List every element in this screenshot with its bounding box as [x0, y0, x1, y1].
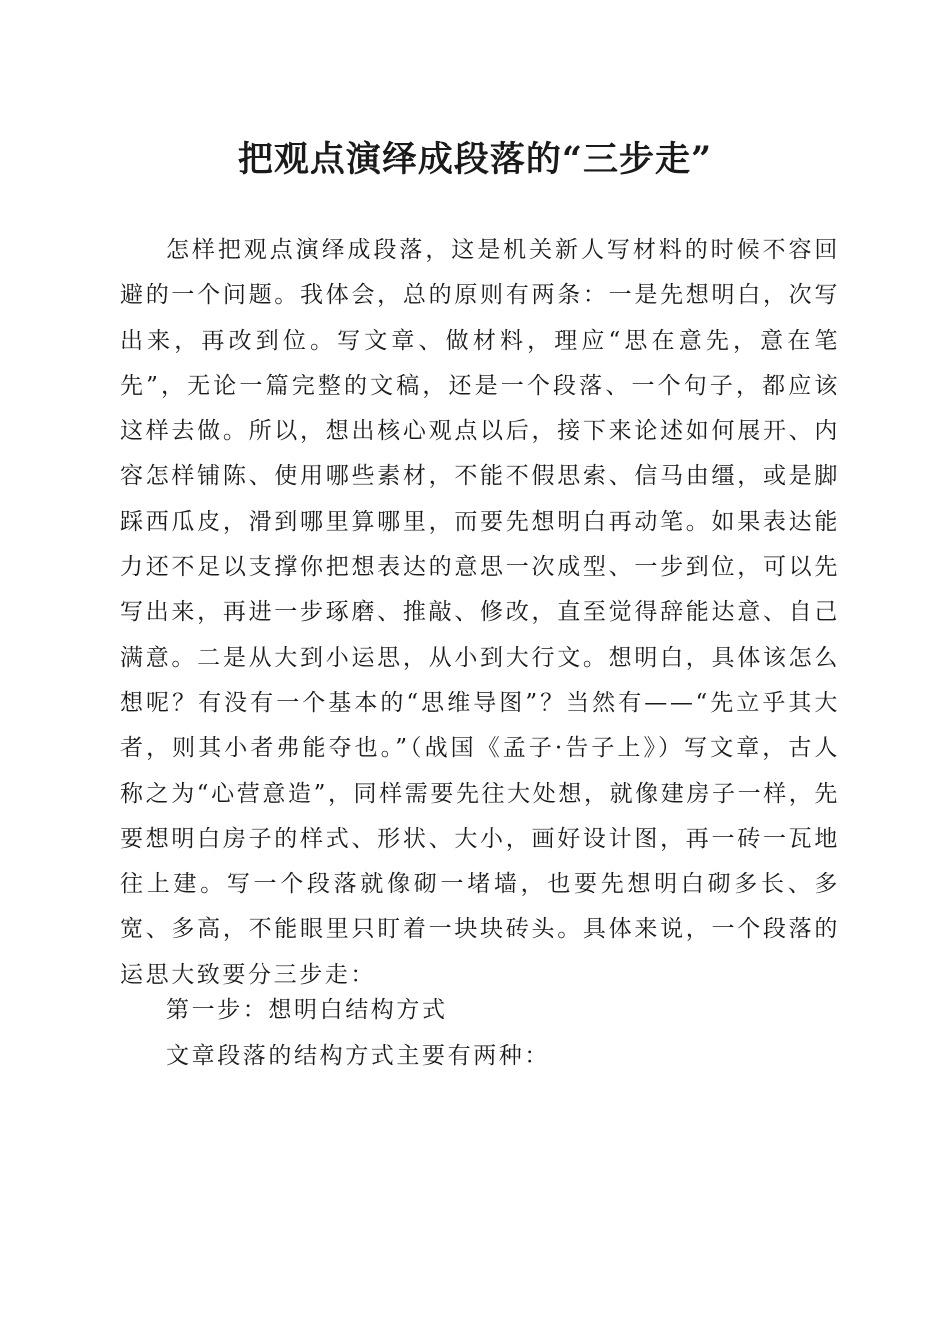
- step-one-heading: 第一步：想明白结构方式: [166, 997, 448, 1023]
- step-one-text: 文章段落的结构方式主要有两种：: [166, 1043, 550, 1069]
- body-paragraph: 怎样把观点演绎成段落，这是机关新人写材料的时候不容回避的一个问题。我体会，总的原则有两条：一是先想明白，次写出来，再改到位。写文章、做材料，理应“思在意先，意在笔先”，无论一篇完整的文稿，还是一个段落、一个句子，都应该这样去做。所以，想出核心观点以后，接下来论述如何展开、内容怎样铺陈、使用哪些素材，不能不假思索、信马由缰，或是脚踩西瓜皮，滑到哪里算哪里，而要先想明白再动笔。如果表达能力还不足以支撑你把想表达的意思一次成型、一步到位，可以先写出来，再进一步琢磨、推敲、修改，直至觉得辞能达意、自己满意。二是从大到小运思，从小到大行文。想明白，具体该怎么想呢？有没有一个基本的“思维导图”？当然有——“先立乎其大者，则其小者弗能夺也。”（战国《孟子·告子上》）写文章，古人称之为“心营意造”，同样需要先往大处想，就像建房子一样，先要想明白房子的样式、形状、大小，画好设计图，再一砖一瓦地往上建。写一个段落就像砌一堵墙，也要先想明白砌多长、多宽、多高，不能眼里只盯着一块块砖头。具体来说，一个段落的运思大致要分三步走：: [120, 237, 840, 988]
- document-title: 把观点演绎成段落的“三步走”: [237, 139, 713, 180]
